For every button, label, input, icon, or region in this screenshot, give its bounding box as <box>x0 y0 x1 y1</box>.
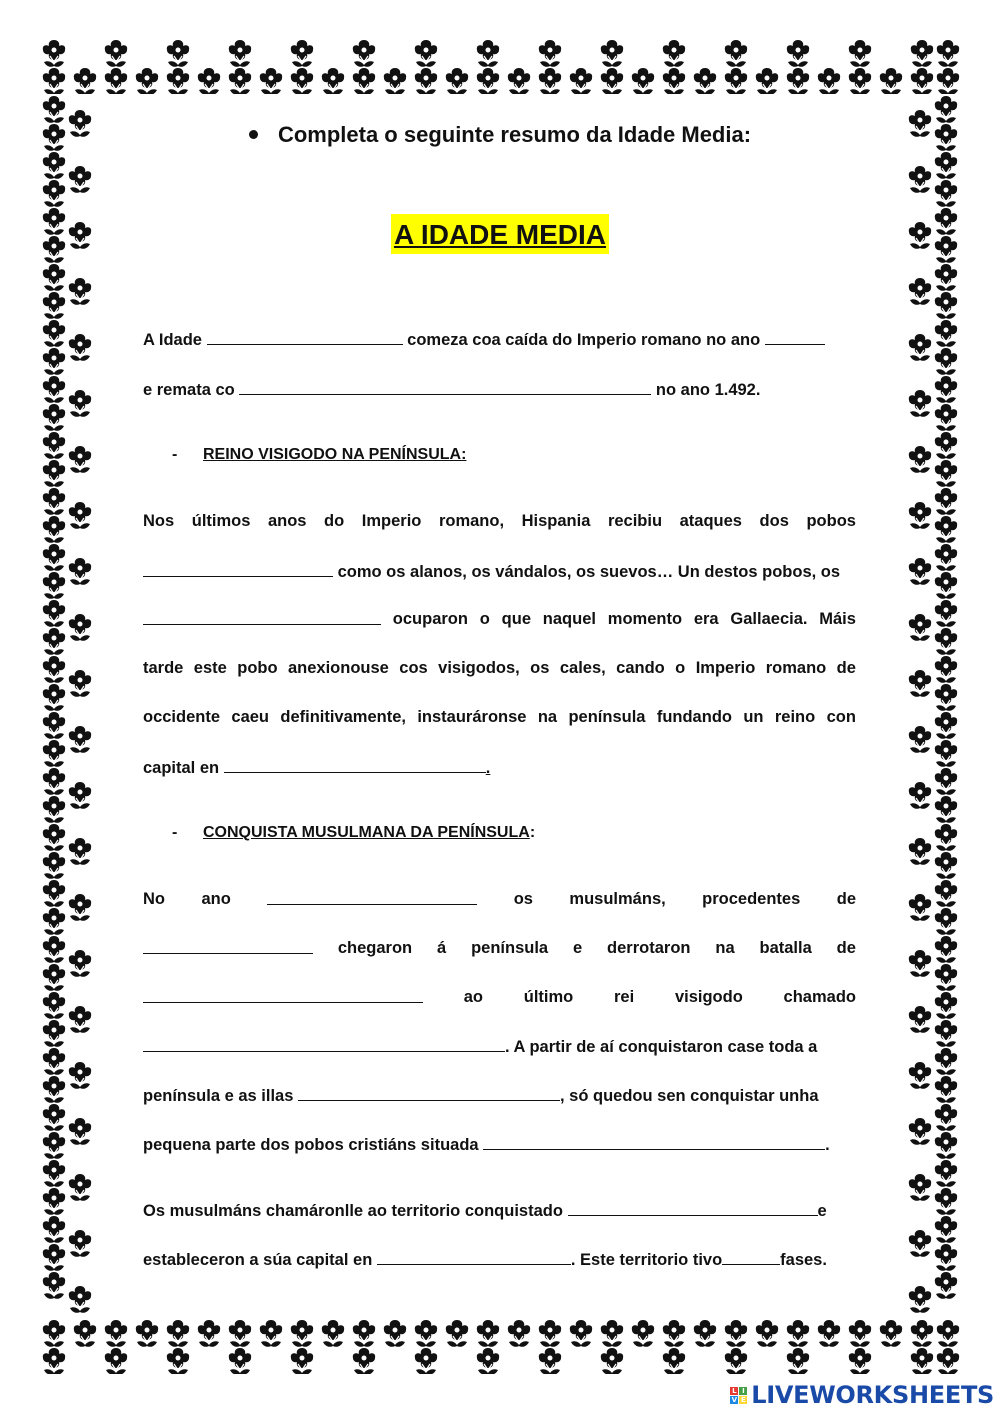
word: Máis <box>819 610 856 628</box>
word: ao <box>463 988 484 1006</box>
word: último <box>523 988 574 1006</box>
word: chegaron <box>337 939 413 957</box>
word: península <box>471 939 549 957</box>
word: momento <box>607 610 683 628</box>
word: Imperio <box>695 659 756 677</box>
flower-ornament-icon <box>43 1320 959 1374</box>
blank-field[interactable] <box>483 1135 825 1150</box>
word: romano <box>765 659 827 677</box>
blank-field[interactable] <box>765 330 825 345</box>
blank-field[interactable] <box>143 988 423 1003</box>
word: Gallaecia. <box>730 610 808 628</box>
word: tarde <box>143 659 184 677</box>
word: de <box>836 939 856 957</box>
blank-field[interactable] <box>207 330 403 345</box>
word: na <box>537 708 558 726</box>
word: romano, <box>438 512 505 530</box>
para-line: capital en . <box>143 759 491 777</box>
blank-field[interactable] <box>298 1086 560 1101</box>
para-line <box>143 708 856 727</box>
word: fundando <box>656 708 732 726</box>
word: batalla <box>759 939 812 957</box>
word: con <box>826 708 856 726</box>
word: naquel <box>542 610 596 628</box>
word: anexionouse <box>287 659 389 677</box>
flower-ornament-icon <box>43 96 91 1313</box>
intro-line-2: e remata co no ano 1.492. <box>143 381 761 399</box>
word: cando <box>616 659 665 677</box>
word: visigodo <box>674 988 743 1006</box>
word: o <box>675 659 686 677</box>
word: recibiu <box>607 512 663 530</box>
blank-field[interactable] <box>568 1201 818 1216</box>
word: reino <box>774 708 816 726</box>
logo-tile: L <box>732 1386 737 1395</box>
border-top <box>40 38 962 94</box>
instruction-text: Completa o seguinte resumo da Idade Media: <box>277 122 752 147</box>
para-line: pequena parte dos pobos cristiáns situada . <box>143 1136 830 1154</box>
word: Imperio <box>361 512 422 530</box>
blank-field[interactable] <box>143 939 313 954</box>
word: do <box>324 512 345 530</box>
word: Nos <box>143 512 175 530</box>
word: dos <box>759 512 789 530</box>
word: derrotaron <box>607 939 691 957</box>
word: Hispania <box>521 512 591 530</box>
word: occidente <box>143 708 221 726</box>
para-line <box>143 512 856 531</box>
word: pobos <box>806 512 856 530</box>
intro-line-1: A Idade comeza coa caída do Imperio romano no ano <box>143 330 856 350</box>
section-heading-conquista: - CONQUISTA MUSULMANA DA PENÍNSULA: <box>172 824 536 841</box>
para-line: península e as illas , só quedou sen conquistar unha <box>143 1087 819 1105</box>
title-wrap <box>0 214 1000 254</box>
word: ocuparon <box>392 610 468 628</box>
para-line: . A partir de aí conquistaron case toda a <box>143 1037 856 1057</box>
blank-field[interactable] <box>267 890 477 905</box>
word: rei <box>614 988 635 1006</box>
logo-tile: V <box>731 1395 737 1404</box>
blank-field[interactable] <box>377 1250 571 1265</box>
word: este <box>193 659 227 677</box>
word: e <box>572 939 583 957</box>
para-line <box>143 988 856 1007</box>
blank-field[interactable] <box>143 562 333 577</box>
word: caeu <box>231 708 269 726</box>
word: que <box>501 610 531 628</box>
word: chamado <box>783 988 856 1006</box>
para-line: No ano os musulmáns, procedentes de <box>143 890 856 908</box>
instruction <box>0 122 1000 148</box>
para-line <box>143 610 856 629</box>
blank-field[interactable] <box>143 610 381 625</box>
bullet-icon <box>249 130 258 139</box>
word: cos <box>399 659 428 677</box>
word: un <box>743 708 764 726</box>
word: cales, <box>559 659 606 677</box>
word: últimos <box>191 512 251 530</box>
word: os <box>530 659 550 677</box>
logo-tile: E <box>740 1395 746 1404</box>
word: era <box>693 610 719 628</box>
flower-ornament-icon <box>43 40 959 94</box>
para-line: Os musulmáns chamáronlle ao territorio conquistado e <box>143 1202 827 1220</box>
logo-tile: I <box>739 1387 747 1395</box>
section-heading-visigodo: - REINO VISIGODO NA PENÍNSULA: <box>172 446 467 463</box>
para-line: estableceron a súa capital en . Este territorio tivo fases. <box>143 1251 827 1269</box>
blank-field[interactable] <box>239 380 651 395</box>
word: definitivamente, <box>280 708 406 726</box>
liveworksheets-brand[interactable] <box>730 1381 994 1409</box>
word: anos <box>267 512 307 530</box>
liveworksheets-logo-icon <box>730 1387 747 1404</box>
word: ataques <box>679 512 742 530</box>
page-title: A IDADE MEDIA <box>391 214 609 254</box>
word: de <box>836 659 856 677</box>
word: o <box>479 610 490 628</box>
word: visigodos, <box>438 659 520 677</box>
border-bottom <box>40 1318 962 1374</box>
blank-field[interactable] <box>722 1250 780 1265</box>
word: península <box>568 708 646 726</box>
para-line <box>143 939 856 958</box>
word: pobo <box>237 659 278 677</box>
para-line: como os alanos, os vándalos, os suevos… Un destos pobos, os <box>143 562 856 582</box>
blank-field[interactable] <box>224 758 486 773</box>
flower-ornament-icon <box>909 96 957 1313</box>
border-right <box>906 94 962 1318</box>
border-left <box>40 94 96 1318</box>
word: instauráronse <box>417 708 527 726</box>
blank-field[interactable] <box>143 1037 505 1052</box>
word: á <box>437 939 447 957</box>
word: na <box>715 939 735 957</box>
para-line <box>143 659 856 678</box>
brand-name: LIVEWORKSHEETS <box>751 1381 994 1409</box>
